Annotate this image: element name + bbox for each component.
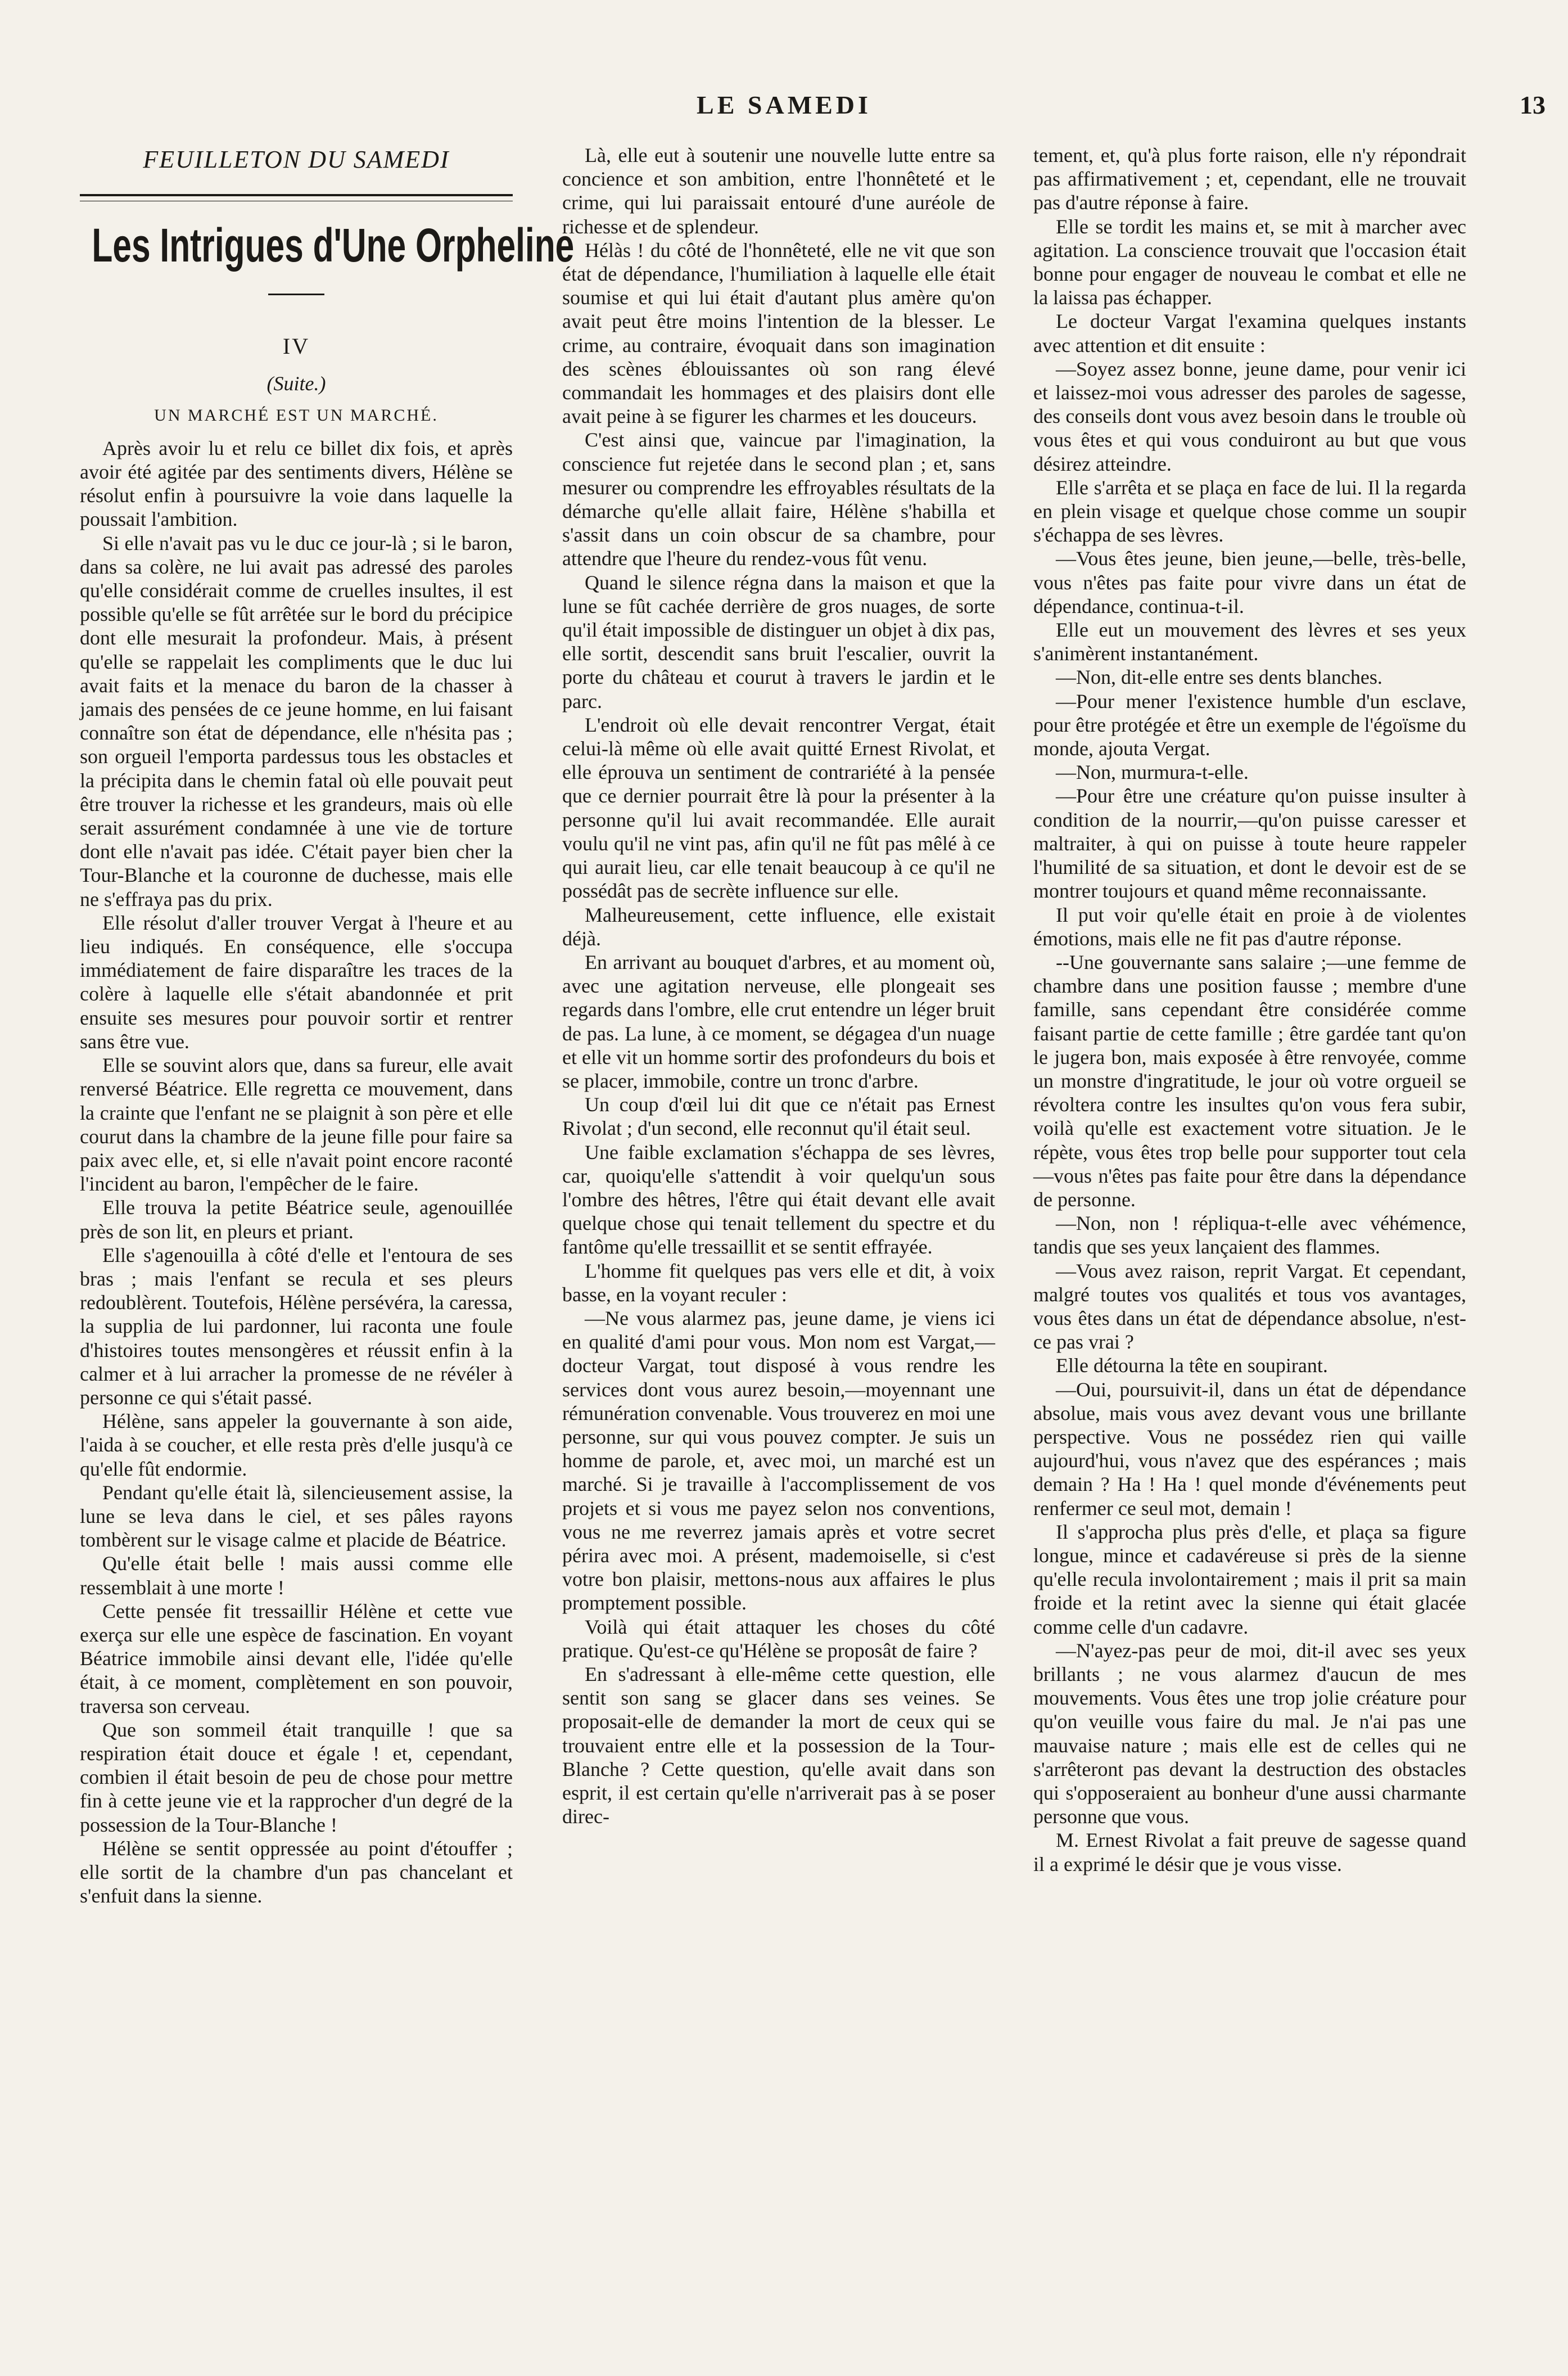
paragraph: Si elle n'avait pas vu le duc ce jour-là ; si le baron, dans sa colère, ne lui avait pas adressé des paroles qu'elle considérait comme de cruelles insultes, il est possible qu'elle se fût arrêtée sur le bord du précipice dont elle mesurait la profondeur. Mais, à présent qu'elle se rappelait les compliments que le duc lui avait faits et la menace du baron de la chasser à jamais des pensées de ce jeune homme, en lui faisant connaître son état de dépendance, elle n'hésita pas ; son orgueil l'emporta pardessus tous les obstacles et la précipita dans le chemin fatal où elle pouvait peut être trouver la richesse et les grandeurs, mais où elle serait assurément condamnée à une vie de torture dont elle n'avait pas idée. C'était payer bien cher la Tour-Blanche et la couronne de duchesse, mais elle ne s'effraya pas du prix.: [80, 531, 513, 910]
paragraph: Elle s'arrêta et se plaça en face de lui. Il la regarda en plein visage et quelque chose comme un soupir s'échappa de ses lèvres.: [1033, 476, 1466, 547]
paragraph: Elle se souvint alors que, dans sa fureur, elle avait renversé Béatrice. Elle regretta ce mouvement, dans la crainte que l'enfant ne se plaignit à son père et elle courut dans la chambre de la jeune fille pour faire sa paix avec elle, et, si elle n'avait point encore raconté l'incident au baron, l'empêcher de le faire.: [80, 1054, 513, 1196]
chapter-subheading: UN MARCHÉ EST UN MARCHÉ.: [154, 405, 439, 425]
paragraph: C'est ainsi que, vaincue par l'imagination, la conscience fut rejetée dans le second plan ; et, sans mesurer ou comprendre les effroyables résultats de la démarche qu'elle allait faire, Hélène s'habilla et s'assit dans un coin obscur de sa chambre, pour attendre que l'heure du rendez-vous fût venu.: [562, 429, 995, 570]
paragraph: Elle détourna la tête en soupirant.: [1056, 1354, 1328, 1377]
paragraph: L'endroit où elle devait rencontrer Vergat, était celui-là même où elle avait quitté Ernest Rivolat, et elle éprouva un sentiment de contrariété à la pensée que ce dernier pourrait être là pour la présenter à la personne qu'il lui avait recommandée. Elle aurait voulu qu'il ne vint pas, afin qu'il ne fût pas mêlé à ce qui aurait lieu, car elle tenait beaucoup à ce qu'il ne possédât pas de secrète influence sur elle.: [562, 713, 995, 903]
paragraph: Là, elle eut à soutenir une nouvelle lutte entre sa concience et son ambition, entre l'honnêteté et le crime, qui lui paraissait entouré d'une auréole de richesse et de splendeur.: [562, 144, 995, 238]
paragraph: Hélène, sans appeler la gouvernante à son aide, l'aida à se coucher, et elle resta près d'elle jusqu'à ce qu'elle fût endormie.: [80, 1410, 513, 1480]
paragraph: Une faible exclamation s'échappa de ses lèvres, car, quoiqu'elle s'attendit à voir quelqu'un sous l'ombre des hêtres, l'être qui était devant elle avait quelque chose qui tenait tellement du spectre et du fantôme qu'elle tressaillit et se sentit effrayée.: [562, 1140, 995, 1259]
paragraph: Cette pensée fit tressaillir Hélène et cette vue exerça sur elle une espèce de fascination. En voyant Béatrice immobile ainsi devant elle, l'idée qu'elle était, à ce moment, complètement en son pouvoir, traversa son cerveau.: [80, 1599, 513, 1717]
chapter-number: IV: [282, 333, 310, 359]
paragraph: —Pour mener l'existence humble d'un esclave, pour être protégée et être un exemple de l'égoïsme du monde, ajouta Vergat.: [1033, 689, 1466, 760]
paragraph: Le docteur Vargat l'examina quelques instants avec attention et dit ensuite :: [1033, 310, 1466, 357]
paragraph: Que son sommeil était tranquille ! que sa respiration était douce et égale ! et, cependant, combien il était besoin de peu de chose pour mettre fin à cette jeune vie et la rapprocher d'un degré de la possession de la Tour-Blanche !: [80, 1718, 513, 1836]
paragraph: M. Ernest Rivolat a fait preuve de sagesse quand il a exprimé le désir que je vous visse.: [1033, 1829, 1466, 1875]
paragraph: --Une gouvernante sans salaire ;—une femme de chambre dans une position fausse ; membre d'une famille, sans cependant être considérée comme faisant partie de cette famille ; être gardée tant qu'on le jugera bon, mais exposée à être renvoyée, comme un monstre d'ingratitude, le jour où votre orgueil se révoltera contre les insultes qu'on vous fera subir, voilà qu'elle est exactement votre situation. Je le répète, vous êtes trop belle pour supporter tout cela—vous n'êtes pas faite pour être dans la dépendance de personne.: [1033, 950, 1466, 1211]
title-rule: [268, 294, 324, 295]
paragraph: En s'adressant à elle-même cette question, elle sentit son sang se glacer dans ses veines. Se proposait-elle de demander la mort de ceux qui se trouvaient entre elle et la possession de la Tour-Blanche ? Cette question, qu'elle avait dans son esprit, il est certain qu'elle n'arriverait pas à se poser direc-: [562, 1663, 995, 1828]
paragraph: —Non, murmura-t-elle.: [1056, 761, 1249, 784]
page-number: 13: [1520, 91, 1546, 119]
paragraph: —N'ayez-pas peur de moi, dit-il avec ses yeux brillants ; ne vous alarmez d'aucun de mes mouvements. Vous êtes une trop jolie créature pour qu'on veuille vous faire du mal. Je n'ai pas une mauvaise nature ; mais elle est de celles qui ne s'arrêteront pas devant la destruction des obstacles qui s'opposeraient au bonheur d'une aussi charmante personne que vous.: [1033, 1639, 1466, 1828]
column-3: [1033, 143, 1466, 1876]
paragraph: —Ne vous alarmez pas, jeune dame, je viens ici en qualité d'ami pour vous. Mon nom est Vargat,—docteur Vargat, tout disposé à vous rendre les services dont vous aurez besoin,—moyennant une rémunération convenable. Vous trouverez en moi une personne, sur qui vous pouvez compter. Je suis un homme de parole, et, avec moi, un marché est un marché. Si je travaille à l'accomplissement de vos projets et si vous me payez selon nos conventions, vous ne me reverrez jamais après et votre secret périra avec moi. A présent, mademoiselle, si c'est votre bon plaisir, mettons-nous aux affaires le plus promptement possible.: [562, 1306, 995, 1615]
paragraph: Pendant qu'elle était là, silencieusement assise, la lune se leva dans le ciel, et ses pâles rayons tombèrent sur le visage calme et placide de Béatrice.: [80, 1481, 513, 1552]
paragraph: Quand le silence régna dans la maison et que la lune se fût cachée derrière de gros nuages, de sorte qu'il était impossible de distinguer un objet à dix pas, elle sortit, descendit sans bruit l'escalier, ouvrit la porte du château et courut à travers le jardin et le parc.: [562, 571, 995, 713]
paragraph: Il s'approcha plus près d'elle, et plaça sa figure longue, mince et cadavéreuse si près de la sienne qu'elle recula involontairement ; mais il prit sa main froide et la retint avec la sienne qui était glacée comme celle d'un cadavre.: [1033, 1520, 1466, 1638]
paragraph: —Oui, poursuivit-il, dans un état de dépendance absolue, mais vous avez devant vous une brillante perspective. Vous ne possédez rien qui vaille aujourd'hui, vous n'avez que des espérances ; mais demain ? Ha ! Ha ! quel monde d'événements peut renfermer ce seul mot, demain !: [1033, 1378, 1466, 1520]
paragraph: —Vous avez raison, reprit Vargat. Et cependant, malgré toutes vos qualités et tous vos avantages, vous êtes dans un état de dépendance absolue, n'est-ce pas vrai ?: [1033, 1259, 1466, 1354]
paragraph: Elle s'agenouilla à côté d'elle et l'entoura de ses bras ; mais l'enfant se recula et ses pleurs redoublèrent. Toutefois, Hélène persévéra, la caressa, la supplia de lui pardonner, lui raconta une foule d'histoires toutes mensongères et réussit enfin à la calmer et à lui arracher la promesse de ne révéler à personne ce qui s'était passé.: [80, 1243, 513, 1409]
paragraph: Après avoir lu et relu ce billet dix fois, et après avoir été agitée par des sentiments divers, Hélène se résolut enfin à poursuivre la voie dans laquelle la poussait l'ambition.: [80, 436, 513, 531]
paragraph: —Soyez assez bonne, jeune dame, pour venir ici et laissez-moi vous adresser des paroles de sagesse, des conseils dont vous avez besoin dans le trouble où vous êtes et qui vous conduiront au but que vous désirez atteindre.: [1033, 357, 1466, 475]
paragraph: Il put voir qu'elle était en proie à de violentes émotions, mais elle ne fit pas d'autre réponse.: [1033, 903, 1466, 950]
paragraph: L'homme fit quelques pas vers elle et dit, à voix basse, en la voyant reculer :: [562, 1259, 995, 1306]
paragraph: Hélène se sentit oppressée au point d'étouffer ; elle sortit de la chambre d'un pas chancelant et s'enfuit dans la sienne.: [80, 1837, 513, 1908]
column-2: [562, 143, 995, 1828]
paragraph: tement, et, qu'à plus forte raison, elle n'y répondrait pas affirmativement ; et, cependant, elle ne trouvait pas d'autre réponse à faire.: [1033, 144, 1466, 214]
paragraph: —Pour être une créature qu'on puisse insulter à condition de la nourrir,—qu'on puisse caresser et maltraiter, à qui on puisse à toute heure rappeler l'humilité de sa situation, et dont le devoir est de se montrer toujours et quand même reconnaissante.: [1033, 785, 1466, 903]
paragraph: Elle trouva la petite Béatrice seule, agenouillée près de son lit, en pleurs et priant.: [80, 1196, 513, 1243]
paragraph: En arrivant au bouquet d'arbres, et au moment où, avec une agitation nerveuse, elle plongeait ses regards dans l'ombre, elle crut entendre un léger bruit de pas. La lune, à ce moment, se dégagea d'un nuage et elle vit un homme sortir des profondeurs du bois et se placer, immobile, contre un tronc d'arbre.: [562, 950, 995, 1092]
paragraph: Elle se tordit les mains et, se mit à marcher avec agitation. La conscience trouvait que l'occasion était bonne pour engager de nouveau le combat et elle ne la laissa pas échapper.: [1033, 215, 1466, 309]
column-1: [80, 143, 575, 1908]
double-rule: [80, 194, 513, 201]
paragraph: —Non, dit-elle entre ses dents blanches.: [1056, 666, 1382, 689]
section-heading: FEUILLETON DU SAMEDI: [143, 146, 450, 173]
running-title: LE SAMEDI: [697, 91, 871, 119]
paragraph: Elle résolut d'aller trouver Vergat à l'heure et au lieu indiqués. En conséquence, elle s'occupa immédiatement de faire disparaître les traces de la colère à laquelle elle s'était abandonnée et prit ensuite ses mesures pour pouvoir sortir et rentrer sans être vue.: [80, 911, 513, 1053]
paragraph: Qu'elle était belle ! mais aussi comme elle ressemblait à une morte !: [80, 1552, 513, 1599]
paragraph: Voilà qui était attaquer les choses du côté pratique. Qu'est-ce qu'Hélène se proposât de faire ?: [562, 1615, 995, 1662]
paragraph: Hélàs ! du côté de l'honnêteté, elle ne vit que son état de dépendance, l'humiliation à laquelle elle était soumise et qui lui était d'autant plus amère qu'on avait peut être moins l'intention de la blesser. Le crime, au contraire, évoquait dans son imagination des scènes éblouissantes où son rang élevé commandait les hommages et des plaisirs dont elle avait peine à se figurer les charmes et les douceurs.: [562, 238, 995, 428]
running-head: [0, 90, 1568, 135]
paragraph: —Vous êtes jeune, bien jeune,—belle, très-belle, vous n'êtes pas faite pour vivre dans un état de dépendance, continua-t-il.: [1033, 547, 1466, 617]
paragraph: Malheureusement, cette influence, elle existait déjà.: [562, 903, 995, 950]
article-title: Les Intrigues d'Une Orpheline: [92, 219, 575, 272]
column-1-body: [80, 436, 513, 1908]
paragraph: —Non, non ! répliqua-t-elle avec véhémence, tandis que ses yeux lançaient des flammes.: [1033, 1212, 1466, 1259]
paragraph: Elle eut un mouvement des lèvres et ses yeux s'animèrent instantanément.: [1033, 619, 1466, 665]
continued-label: (Suite.): [266, 372, 326, 395]
paragraph: Un coup d'œil lui dit que ce n'était pas Ernest Rivolat ; d'un second, elle reconnut qu'il était seul.: [562, 1093, 995, 1140]
